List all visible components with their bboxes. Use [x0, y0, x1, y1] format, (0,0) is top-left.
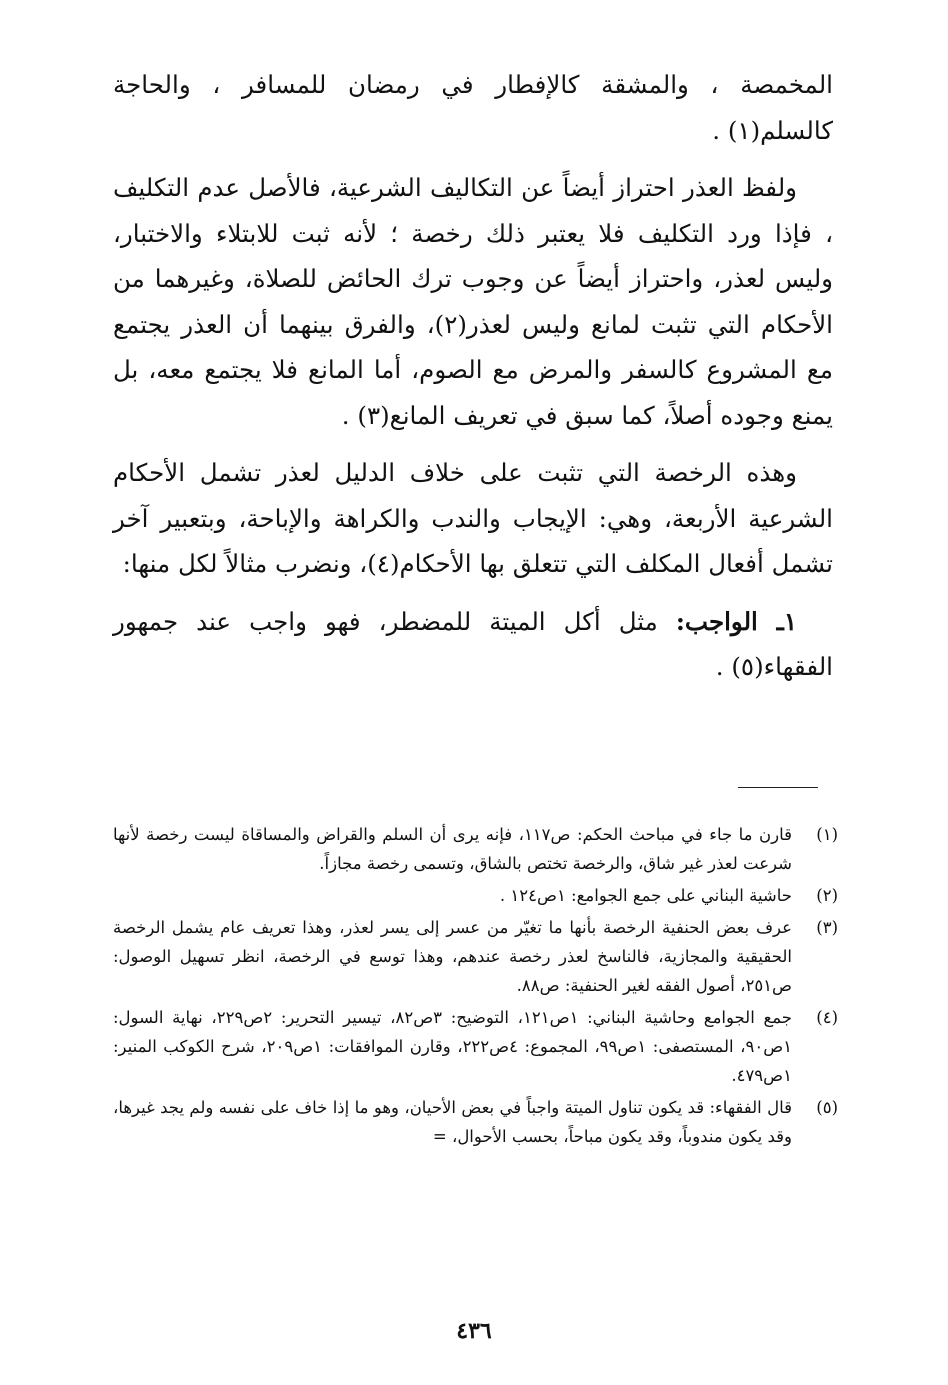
footnote-text: جمع الجوامع وحاشية البناني: ١ص١٢١، التوضيح: ٣ص٨٢، تيسير التحرير: ٢ص٢٢٩، نهاية السول: ١ص٩٠، المستصفى: ١ص٩٩، المجموع: ٤ص٢٢٢، وقارن الموافقات: ١ص٢٠٩، شرح الكوكب المنير: ١ص٤٧٩.	[113, 1008, 793, 1085]
page-number: ٤٣٦	[456, 1318, 492, 1344]
footnote-5	[113, 1093, 838, 1151]
footnote-number: (٥)	[816, 1098, 838, 1117]
footnote-text: حاشية البناني على جمع الجوامع: ١ص١٢٤ .	[499, 886, 792, 905]
paragraph-3: وهذه الرخصة التي تثبت على خلاف الدليل لعذر تشمل الأحكام الشرعية الأربعة، وهي: الإيجاب والندب والكراهة والإباحة، وبتعبير آخر تشمل أفعال المكلف التي تتعلق بها الأحكام(٤)، ونضرب مثالاً لكل منها:	[113, 458, 833, 578]
footnote-2	[113, 881, 838, 910]
footnote-text: عرف بعض الحنفية الرخصة بأنها ما تغيّر من عسر إلى يسر لعذر، وهذا تعريف عام يشمل الرخصة الحقيقية والمجازية، فالناسخ لعذر رخصة عندهم، وهذا توسع في الرخصة، انظر تسهيل الوصول: ص٢٥١، أصول الفقه لغير الحنفية: ص٨٨.	[113, 918, 792, 995]
footnote-number: (٤)	[816, 1008, 838, 1027]
footnotes	[113, 820, 838, 1154]
footnote-separator	[738, 787, 818, 788]
numbered-item-1	[113, 599, 833, 690]
item-text: مثل أكل الميتة للمضطر، فهو واجب عند جمهور الفقهاء(٥) .	[113, 606, 833, 681]
footnote-1	[113, 820, 838, 878]
footnote-number: (٢)	[816, 886, 838, 905]
footnote-text: قال الفقهاء: قد يكون تناول الميتة واجباً في بعض الأحيان، وهو ما إذا خاف على نفسه ولم يجد غيرها، وقد يكون مندوباً، وقد يكون مباحاً، بحسب الأحوال، =	[113, 1098, 792, 1146]
paragraph-1: المخمصة ، والمشقة كالإفطار في رمضان للمسافر ، والحاجة كالسلم(١) .	[113, 70, 833, 145]
main-text	[113, 62, 833, 702]
item-label: ١ـ الواجب:	[675, 606, 797, 636]
footnote-4	[113, 1003, 838, 1090]
footnote-text: قارن ما جاء في مباحث الحكم: ص١١٧، فإنه يرى أن السلم والقراض والمساقاة ليست رخصة لأنها شرعت لعذر غير شاق، والرخصة تختص بالشاق، وتسمى رخصة مجازاً.	[113, 825, 792, 873]
paragraph-2: ولفظ العذر احتراز أيضاً عن التكاليف الشرعية، فالأصل عدم التكليف ، فإذا ورد التكليف فلا يعتبر ذلك رخصة ؛ لأنه ثبت للابتلاء والاختبار، وليس لعذر، واحتراز أيضاً عن وجوب ترك الحائض للصلاة، وغيرهما من الأحكام التي تثبت لمانع وليس لعذر(٢)، والفرق بينهما أن العذر يجتمع مع المشروع كالسفر والمرض مع الصوم، أما المانع فلا يجتمع معه، بل يمنع وجوده أصلاً، كما سبق في تعريف المانع(٣) .	[113, 173, 833, 430]
footnote-number: (٣)	[816, 918, 838, 937]
footnote-number: (١)	[816, 825, 838, 844]
footnote-3	[113, 913, 838, 1000]
